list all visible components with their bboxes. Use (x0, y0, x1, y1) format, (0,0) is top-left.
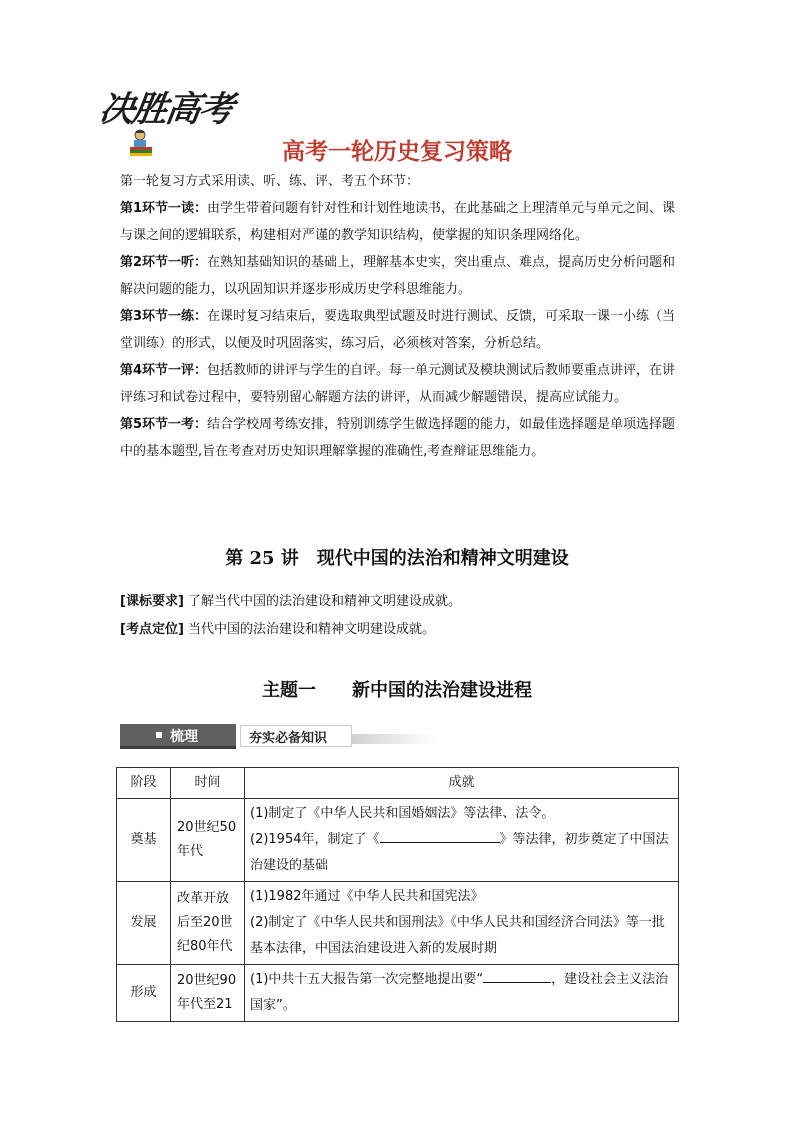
achievement-cell (245, 965, 679, 1022)
stage-cell: 奠基 (117, 799, 171, 882)
intro-paragraph (120, 249, 680, 303)
achievement-item: (2)制定了《中华人民共和国刑法》《中华人民共和国经济合同法》等一批基本法律，中国法治建设进入新的发展时期 (250, 915, 665, 956)
column-header: 阶段 (117, 768, 171, 799)
banner-light-label: 夯实必备知识 (249, 731, 328, 746)
intro-section (120, 168, 680, 465)
intro-paragraph (120, 195, 680, 249)
step-text: 在课时复习结束后，要选取典型试题及时进行测试、反馈，可采取一课一小练（当堂训练）的形式，以便及时巩固落实，练习后，必须核对答案，分析总结。 (120, 309, 676, 351)
step-text: 包括教师的讲评与学生的自评。每一单元测试及模块测试后教师要重点讲评，在讲评练习和试卷过程中，要特别留心解题方法的讲评，从而减少解题错误，提高应试能力。 (120, 363, 676, 405)
requirement-line (120, 592, 680, 612)
requirement-text: 了解当代中国的法治建设和精神文明建设成就。 (188, 594, 462, 609)
logo-text: 决胜高考 (96, 89, 235, 130)
requirement-line (120, 620, 680, 640)
time-cell: 20世纪50年代 (171, 799, 245, 882)
topic-title: 主题一 新中国的法治建设进程 (262, 680, 532, 701)
achievement-item: (1)1982年通过《中华人民共和国宪法》 (250, 889, 484, 904)
stage-cell: 发展 (117, 882, 171, 965)
table-row (117, 965, 679, 1022)
step-label: 第4环节一评： (120, 363, 208, 378)
column-header: 成就 (245, 768, 679, 799)
step-text: 在熟知基础知识的基础上，理解基本史实，突出重点、难点，提高历史分析问题和解决问题的能力，以巩固知识并逐步形成历史学科思维能力。 (120, 255, 676, 297)
table-row (117, 799, 679, 882)
page-title: 高考一轮历史复习策略 (282, 139, 512, 165)
fill-in-blank[interactable] (483, 968, 551, 983)
lecture-title: 第 25 讲 现代中国的法治和精神文明建设 (225, 548, 569, 569)
achievement-cell (245, 799, 679, 882)
section-banner (120, 724, 436, 748)
requirement-tag: [考点定位] (120, 622, 184, 637)
step-label: 第3环节一练： (120, 309, 208, 324)
law-development-table (116, 767, 679, 1022)
step-text: 由学生带着问题有针对性和计划性地读书，在此基础之上理清单元与单元之间、课与课之间的逻辑联系，构建相对严谨的教学知识结构，使掌握的知识条理网络化。 (120, 201, 676, 243)
column-header: 时间 (171, 768, 245, 799)
intro-paragraph (120, 303, 680, 357)
fill-in-blank[interactable] (380, 828, 500, 843)
requirement-text: 当代中国的法治建设和精神文明建设成就。 (188, 622, 436, 637)
achievement-cell (245, 882, 679, 965)
banner-light-tab (240, 725, 352, 747)
banner-fade-bar (352, 734, 436, 744)
square-bullet-icon (156, 732, 162, 738)
achievement-item: (1)制定了《中华人民共和国婚姻法》等法律、法令。 (250, 806, 555, 821)
achievement-item: (1)中共十五大报告第一次完整地提出要“ ，建设社会主义法治国家”。 (250, 967, 673, 1019)
step-label: 第5环节一考： (120, 417, 208, 432)
intro-paragraph (120, 168, 680, 195)
step-label: 第1环节一读： (120, 201, 208, 216)
time-cell: 改革开放后至20世纪80年代 (171, 882, 245, 965)
intro-lead: 第一轮复习方式采用读、听、练、评、考五个环节： (120, 174, 420, 189)
table-header-row (117, 768, 679, 799)
time-cell: 20世纪90年代至21 (171, 965, 245, 1022)
intro-paragraph (120, 357, 680, 411)
stage-cell: 形成 (117, 965, 171, 1022)
step-text: 结合学校周考练安排，特别训练学生做选择题的能力，如最佳选择题是单项选择题中的基本题型,旨在考查对历史知识理解掌握的准确性,考查辩证思维能力。 (120, 417, 676, 459)
step-label: 第2环节一听： (120, 255, 208, 270)
table-row (117, 882, 679, 965)
requirement-tag: [课标要求] (120, 594, 184, 609)
intro-paragraph (120, 411, 680, 465)
banner-dark-label: 梳理 (170, 729, 198, 745)
banner-dark-tab (120, 724, 236, 749)
achievement-item: (2)1954年，制定了《 》等法律，初步奠定了中国法治建设的基础 (250, 827, 673, 879)
